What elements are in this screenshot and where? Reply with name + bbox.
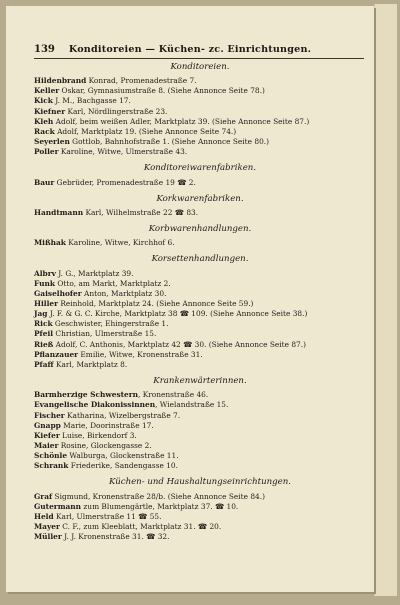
section-heading-korkwarenfabriken: Korkwarenfabriken. xyxy=(156,193,244,204)
entry-details: Emilie, Witwe, Kronenstraße 31. xyxy=(78,349,203,359)
entry-name: Müller xyxy=(34,532,62,542)
section-heading-krankenwaerterinnen: Krankenwärterinnen. xyxy=(153,376,247,387)
entry-name: Poller xyxy=(34,147,59,157)
page-number: 139 xyxy=(34,44,55,55)
entry-details: Adolf, beim weißen Adler, Marktplatz 39. (Siehe Annonce Seite 87.) xyxy=(53,116,310,126)
directory-entry xyxy=(34,137,366,147)
next-page-edge xyxy=(374,4,397,596)
entry-name: Baur xyxy=(34,177,55,187)
entry-details: Walburga, Glockenstraße 11. xyxy=(67,451,179,461)
entry-name: Gutermann xyxy=(34,501,82,511)
entry-name: Kiefner xyxy=(34,106,66,116)
entry-details: Karl, Wilhelmstraße 22 ☎ 83. xyxy=(83,207,199,217)
directory-entry xyxy=(34,76,366,86)
entry-details: zum Blumengärtle, Marktplatz 37. ☎ 10. xyxy=(81,501,239,511)
entry-name: Seyerlen xyxy=(34,137,70,147)
entry-name: Kick xyxy=(34,96,53,106)
entry-name: Evangelische Diakonissinnen xyxy=(34,400,156,410)
entry-details: J. J. Kronenstraße 31. ☎ 32. xyxy=(61,532,170,542)
entry-name: Graf xyxy=(34,491,53,501)
entry-name: Rieß xyxy=(34,339,54,349)
directory-entry xyxy=(34,147,366,157)
entry-details: Gebrüder, Promenadestraße 19 ☎ 2. xyxy=(54,177,196,187)
directory-entry xyxy=(34,279,366,289)
entry-details: Rosine, Glockengasse 2. xyxy=(58,441,152,450)
page-header xyxy=(34,44,362,55)
directory-listing xyxy=(34,62,366,542)
directory-entry xyxy=(34,289,366,299)
directory-entry xyxy=(34,107,366,117)
directory-entry xyxy=(34,178,366,188)
entry-name: Mayer xyxy=(34,522,60,532)
entry-name: Rick xyxy=(34,319,53,329)
entry-name: Rack xyxy=(34,126,55,136)
running-title: Konditoreien — Küchen- zc. Einrichtungen. xyxy=(68,44,312,55)
entry-details: Karl, Ulmerstraße 11 ☎ 55. xyxy=(53,511,162,521)
directory-entry xyxy=(34,451,366,461)
entry-details: Reinhold, Marktplatz 24. (Siehe Annonce Seite 59.) xyxy=(58,298,254,308)
directory-entry xyxy=(34,492,366,502)
entry-name: Maier xyxy=(34,441,59,450)
directory-entry xyxy=(34,299,366,309)
entry-details: Geschwister, Ehingerstraße 1. xyxy=(52,319,169,329)
entry-name: Gnapp xyxy=(34,420,61,430)
section-heading-korbwarenhandlungen: Korbwarenhandlungen. xyxy=(148,224,252,235)
entry-details: Adolf, Marktplatz 19. (Siehe Annonce Seite 74.) xyxy=(54,126,237,136)
directory-entry xyxy=(34,269,366,279)
section-heading-korsettenhandlungen: Korsettenhandlungen. xyxy=(151,254,249,265)
entry-details: Sigmund, Kronenstraße 28/b. (Siehe Annonce Seite 84.) xyxy=(52,491,265,501)
section-heading-konditoreien: Konditoreien. xyxy=(170,62,230,72)
entry-details: Luise, Birkendorf 3. xyxy=(59,430,137,440)
section-heading-konditoreiwarenfabriken: Konditoreiwarenfabriken. xyxy=(143,163,257,174)
directory-entry xyxy=(34,127,366,137)
entry-name: Funk xyxy=(34,278,55,288)
entry-details: Oskar, Gymnasiumstraße 8. (Siehe Annonce Seite 78.) xyxy=(59,86,265,96)
entry-details: Katharina, Wizelbergstraße 7. xyxy=(64,410,181,420)
directory-entry xyxy=(34,340,366,350)
directory-entry xyxy=(34,86,366,96)
entry-name: Keller xyxy=(34,86,60,96)
entry-details: Marie, Doorinstraße 17. xyxy=(60,420,154,430)
directory-entry xyxy=(34,208,366,218)
entry-details: , Kronenstraße 46. xyxy=(138,390,209,400)
entry-details: Otto, am Markt, Marktplatz 2. xyxy=(55,278,171,288)
directory-entry xyxy=(34,522,366,532)
directory-entry xyxy=(34,441,366,451)
entry-name: Hiller xyxy=(34,298,59,308)
directory-entry xyxy=(34,502,366,512)
entry-name: Pflanzauer xyxy=(34,349,79,359)
entry-details: Karl, Marktplatz 8. xyxy=(53,359,128,369)
directory-entry xyxy=(34,350,366,360)
entry-details: J. G., Marktplatz 39. xyxy=(55,268,134,278)
entry-name: Handtmann xyxy=(34,207,84,217)
entry-name: Pfeil xyxy=(34,329,54,339)
directory-entry xyxy=(34,309,366,319)
entry-details: Karoline, Witwe, Ulmerstraße 43. xyxy=(58,147,188,157)
directory-entry xyxy=(34,96,366,106)
directory-entry xyxy=(34,512,366,522)
entry-details: Karl, Nördlingerstraße 23. xyxy=(65,106,168,116)
entry-name: Held xyxy=(34,511,54,521)
entry-details: Christian, Ulmerstraße 15. xyxy=(53,329,157,339)
directory-entry xyxy=(34,532,366,542)
entry-name: Pfaff xyxy=(34,359,54,369)
book-page xyxy=(6,6,374,592)
entry-name: Albrv xyxy=(34,268,56,278)
entry-details: J. F. & G. C. Kirche, Marktplatz 38 ☎ 109. (Siehe Annonce Seite 38.) xyxy=(47,309,308,319)
entry-name: Jag xyxy=(34,309,48,319)
entry-name: Schönle xyxy=(34,451,68,461)
directory-entry xyxy=(34,461,366,471)
entry-details: J. M., Bachgasse 17. xyxy=(52,96,131,106)
directory-entry xyxy=(34,421,366,431)
directory-entry xyxy=(34,400,366,410)
entry-details: Karoline, Witwe, Kirchhof 6. xyxy=(65,238,175,248)
entry-details: C. F., zum Kleeblatt, Marktplatz 31. ☎ 20. xyxy=(59,522,222,532)
entry-name: Kiefer xyxy=(34,430,60,440)
entry-name: Barmherzige Schwestern xyxy=(34,390,138,400)
directory-entry xyxy=(34,117,366,127)
directory-entry xyxy=(34,319,366,329)
entry-details: Gottlob, Bahnhofstraße 1. (Siehe Annonce Seite 80.) xyxy=(69,137,270,147)
directory-entry xyxy=(34,431,366,441)
entry-name: Hildenbrand xyxy=(34,76,87,86)
entry-name: Gaiselhofer xyxy=(34,288,82,298)
directory-entry xyxy=(34,329,366,339)
entry-details: Friederike, Sandengasse 10. xyxy=(68,461,178,471)
header-rule xyxy=(34,58,364,59)
directory-entry xyxy=(34,390,366,400)
entry-name: Schrank xyxy=(34,461,69,471)
entry-name: Fischer xyxy=(34,410,65,420)
directory-entry xyxy=(34,411,366,421)
entry-name: Mißhak xyxy=(34,238,66,248)
entry-details: Anton, Marktplatz 30. xyxy=(81,288,167,298)
entry-details: Konrad, Promenadestraße 7. xyxy=(86,76,197,86)
entry-details: Adolf, C. Anthonis, Marktplatz 42 ☎ 30. (Siehe Annonce Seite 87.) xyxy=(53,339,306,349)
directory-entry xyxy=(34,360,366,370)
entry-name: Kleh xyxy=(34,116,54,126)
directory-entry xyxy=(34,238,366,248)
entry-details: , Wielandstraße 15. xyxy=(155,400,229,410)
section-heading-kuechen-und-haushaltungseinrichtungen: Küchen- und Haushaltungseinrichtungen. xyxy=(108,477,292,488)
